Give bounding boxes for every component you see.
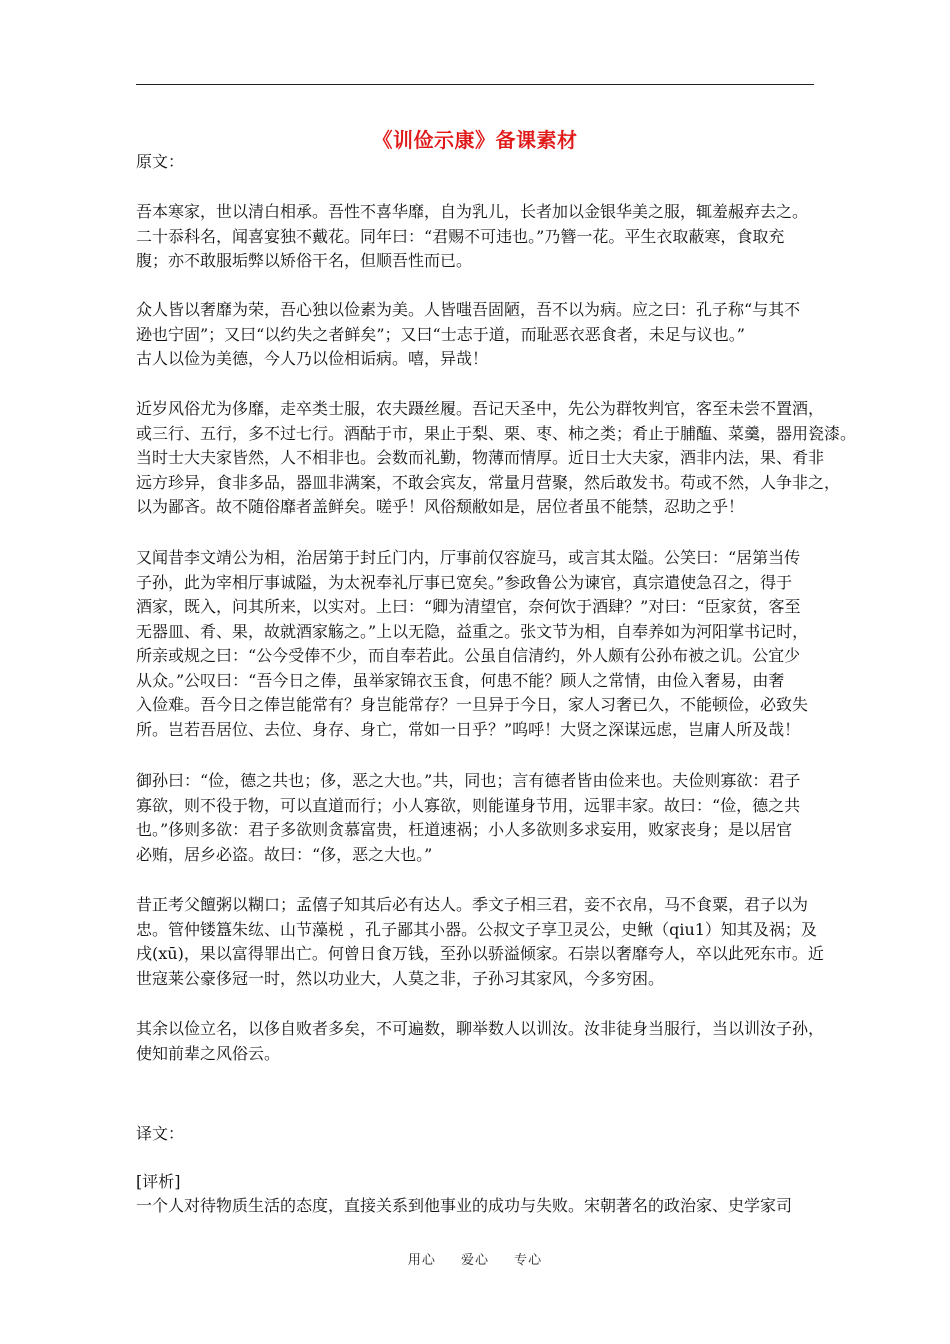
header-rule	[136, 84, 814, 85]
text-line: 二十忝科名，闻喜宴独不戴花。同年曰：“君赐不可违也。”乃簪一花。平生衣取蔽寒，食取充	[136, 226, 785, 246]
analysis-label: [评析]	[136, 1172, 181, 1191]
text-line: 戌(xū)，果以富得罪出亡。何曾日食万钱，至孙以骄溢倾家。石崇以奢靡夸人，卒以此死东市。近	[136, 944, 824, 963]
text-line: 近岁风俗尤为侈靡，走卒类士服，农夫蹑丝履。吾记天圣中，先公为群牧判官，客至未尝不置酒，	[136, 399, 825, 418]
paragraph-6	[136, 893, 824, 991]
paragraph-1	[136, 200, 816, 274]
text-line: 入俭难。吾今日之俸岂能常有？身岂能常存？一旦异于今日，家人习奢已久，不能顿俭，必致失	[136, 695, 809, 714]
translation-label: 译文：	[136, 1124, 185, 1143]
text-line: 腹；亦不敢服垢弊以矫俗干名，但顺吾性而已。	[136, 251, 473, 270]
text-line: 所。岂若吾居位、去位、身存、身亡，常如一日乎？”呜呼！大贤之深谋远虑，岂庸人所及哉！	[136, 719, 801, 739]
text-line: 昔正考父饘粥以糊口；孟僖子知其后必有达人。季文子相三君，妾不衣帛，马不食粟，君子以为	[136, 895, 809, 914]
text-line: 御孙曰：“俭，德之共也；侈，恶之大也。”共，同也；言有德者皆由俭来也。夫俭则寡欲：君子	[136, 771, 801, 790]
text-line: 也。”侈则多欲：君子多欲则贪慕富贵，枉道速祸；小人多欲则多求妄用，败家丧身；是以居官	[136, 820, 793, 839]
text-line: 远方珍异，食非多品，器皿非满案，不敢会宾友，常量月营聚，然后敢发书。苟或不然，人争非之，	[136, 472, 841, 492]
text-line: 必贿，居乡必盗。故曰：“侈，恶之大也。”	[136, 844, 433, 864]
text-line: 寡欲，则不役于物，可以直道而行；小人寡欲，则能谨身节用，远罪丰家。故曰：“俭，德之共	[136, 795, 801, 815]
text-line: 一个人对待物质生活的态度，直接关系到他事业的成功与失败。宋朝著名的政治家、史学家司	[136, 1196, 793, 1215]
text-line: 忠。管仲镂簋朱纮、山节藻棁 ，孔子鄙其小器。公叔文子享卫灵公，史鳅（qiu1）知其及祸；及	[136, 919, 817, 939]
footer-item: 用心	[407, 1253, 436, 1268]
text-line: 从众。”公叹曰：“吾今日之俸，虽举家锦衣玉食，何患不能？顾人之常情，由俭入奢易，由奢	[136, 670, 785, 690]
page-title: 《训俭示康》备课素材	[372, 128, 578, 152]
text-line: 古人以俭为美德，今人乃以俭相诟病。嘻，异哉！	[136, 349, 489, 368]
analysis-paragraph	[136, 1194, 816, 1219]
text-line: 子孙，此为宰相厅事诚隘，为太祝奉礼厅事已宽矣。”参政鲁公为谏官，真宗遣使急召之，得于	[136, 572, 793, 592]
paragraph-2	[136, 298, 816, 372]
text-line: 所亲或规之曰：“公今受俸不少，而自奉若此。公虽自信清约，外人颇有公孙布被之讥。公宜少	[136, 646, 801, 665]
text-line: 吾本寒家，世以清白相承。吾性不喜华靡，自为乳儿，长者加以金银华美之服，辄羞赧弃去之。	[136, 202, 809, 221]
page-footer	[0, 1249, 950, 1268]
paragraph-5	[136, 769, 816, 867]
footer-item: 爱心	[460, 1253, 489, 1268]
text-line: 众人皆以奢靡为荣，吾心独以俭素为美。人皆嗤吾固陋，吾不以为病。应之曰：孔子称“与其不	[136, 300, 801, 319]
text-line: 又闻昔李文靖公为相，治居第于封丘门内，厅事前仅容旋马，或言其太隘。公笑曰：“居第当传	[136, 548, 801, 567]
text-line: 逊也宁固”；又曰“以约失之者鲜矣”；又曰“士志于道，而耻恶衣恶食者，未足与议也。”	[136, 324, 745, 344]
text-line: 或三行、五行，多不过七行。酒酤于市，果止于梨、栗、枣、柿之类；肴止于脯醢、菜羹，器用瓷漆。	[136, 423, 857, 443]
text-line: 无器皿、肴、果，故就酒家觞之。”上以无隐，益重之。张文节为相，自奉养如为河阳掌书记时，	[136, 621, 809, 641]
footer-item: 专心	[514, 1253, 543, 1268]
paragraph-7	[136, 1017, 825, 1066]
paragraph-4	[136, 546, 816, 742]
text-line: 使知前辈之风俗云。	[136, 1043, 281, 1063]
text-line: 其余以俭立名，以侈自败者多矣，不可遍数，聊举数人以训汝。汝非徒身当服行，当以训汝子孙，	[136, 1019, 825, 1038]
paragraph-3	[136, 397, 857, 520]
original-label: 原文：	[136, 152, 185, 171]
text-line: 世寇莱公豪侈冠一时，然以功业大，人莫之非，子孙习其家风，今多穷困。	[136, 968, 665, 988]
text-line: 酒家，既入，问其所来，以实对。上曰：“卿为清望官，奈何饮于酒肆？”对曰：“臣家贫，客至	[136, 597, 801, 616]
text-line: 以为鄙吝。故不随俗靡者盖鲜矣。嗟乎！风俗颓敝如是，居位者虽不能禁，忍助之乎！	[136, 497, 745, 516]
text-line: 当时士大夫家皆然，人不相非也。会数而礼勤，物薄而情厚。近日士大夫家，酒非内法，果、肴非	[136, 448, 825, 467]
